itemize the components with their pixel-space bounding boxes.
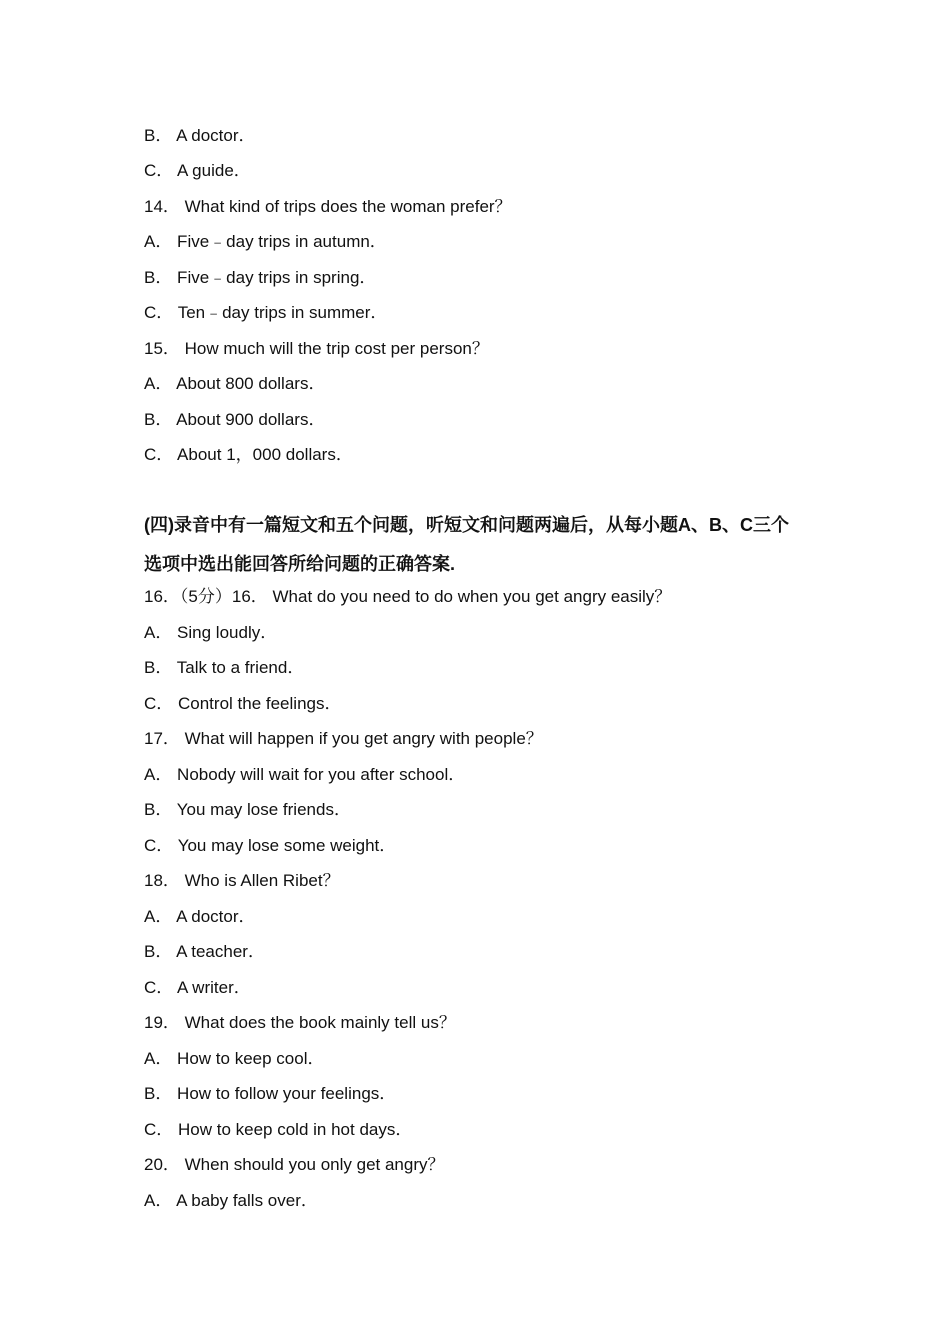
option-line: C． A guide． bbox=[144, 161, 251, 180]
option-line: C． How to keep cold in hot days． bbox=[144, 1120, 413, 1139]
question-line: 17． What will happen if you get angry with people？ bbox=[144, 729, 543, 748]
option-line: C． Control the feelings． bbox=[144, 694, 342, 713]
option-line: B． About 900 dollars． bbox=[144, 410, 326, 429]
option-line: A． About 800 dollars． bbox=[144, 374, 326, 393]
question-line: 18． Who is Allen Ribet？ bbox=[144, 871, 340, 890]
option-line: A． Five﹣day trips in autumn． bbox=[144, 232, 387, 251]
option-line: B． A teacher． bbox=[144, 942, 265, 961]
option-line: C． You may lose some weight． bbox=[144, 836, 397, 855]
question-line: 19． What does the book mainly tell us？ bbox=[144, 1013, 456, 1032]
question-line: 20． When should you only get angry？ bbox=[144, 1155, 445, 1174]
option-line: A． How to keep cool． bbox=[144, 1049, 325, 1068]
option-line: B． How to follow your feelings． bbox=[144, 1084, 397, 1103]
option-line: A． Sing loudly． bbox=[144, 623, 278, 642]
option-line: C． A writer． bbox=[144, 978, 251, 997]
section-heading: 选项中选出能回答所给问题的正确答案. bbox=[144, 554, 455, 574]
option-line: C． About 1，000 dollars． bbox=[144, 445, 353, 464]
option-line: C． Ten﹣day trips in summer． bbox=[144, 303, 388, 322]
option-line: A． Nobody will wait for you after school． bbox=[144, 765, 466, 784]
option-line: A． A baby falls over． bbox=[144, 1191, 318, 1210]
option-line: B． You may lose friends． bbox=[144, 800, 351, 819]
option-line: B． A doctor． bbox=[144, 126, 256, 145]
option-line: B． Talk to a friend． bbox=[144, 658, 305, 677]
question-line: 16．（5分）16． What do you need to do when you get angry easily？ bbox=[144, 587, 672, 606]
question-line: 15． How much will the trip cost per person？ bbox=[144, 339, 489, 358]
option-line: A． A doctor． bbox=[144, 907, 256, 926]
question-line: 14． What kind of trips does the woman prefer？ bbox=[144, 197, 512, 216]
option-line: B． Five﹣day trips in spring． bbox=[144, 268, 377, 287]
section-heading: (四)录音中有一篇短文和五个问题，听短文和问题两遍后，从每小题A、B、C三个 bbox=[144, 515, 789, 535]
